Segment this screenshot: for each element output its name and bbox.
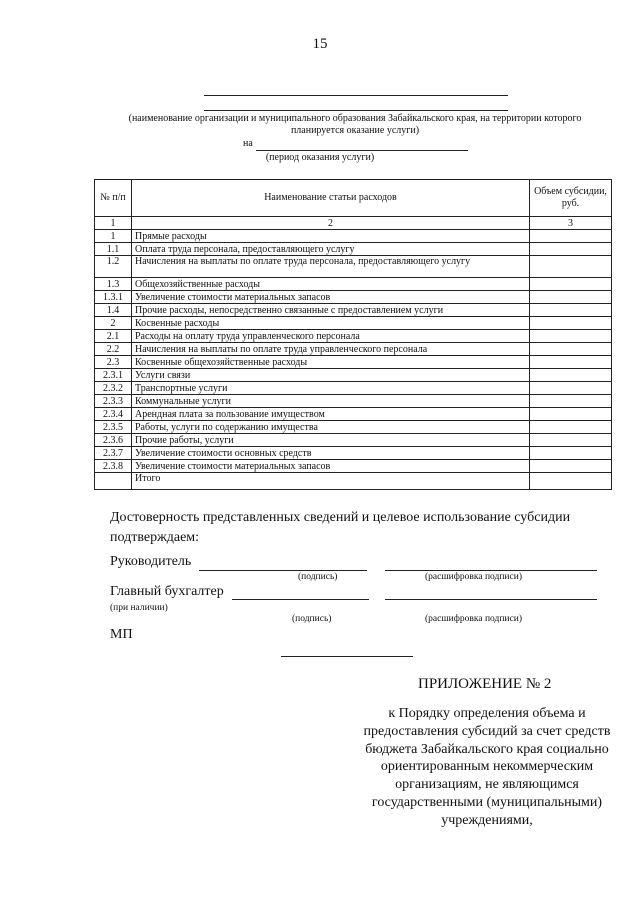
table-row: [95, 369, 612, 382]
row-number: 2.3.8: [95, 460, 132, 473]
table-row: [95, 330, 612, 343]
expense-name: Арендная плата за пользование имуществом: [132, 408, 530, 421]
head-label: Руководитель: [110, 554, 192, 569]
subsidy-amount-cell: [530, 369, 612, 382]
subsidy-amount-cell: [530, 421, 612, 434]
row-number: 2.3.4: [95, 408, 132, 421]
subsidy-amount-cell: [530, 278, 612, 291]
expense-name: Увеличение стоимости материальных запасов: [132, 291, 530, 304]
table-body: [95, 217, 612, 490]
table-row: [95, 317, 612, 330]
org-name-line-1: [204, 95, 508, 96]
table-header-row: [95, 180, 612, 217]
accountant-signature-line: [232, 599, 369, 600]
expense-name: Расходы на оплату труда управленческого персонала: [132, 330, 530, 343]
table-row: [95, 408, 612, 421]
expense-name: Начисления на выплаты по оплате труда управленческого персонала: [132, 343, 530, 356]
row-number: 1.3: [95, 278, 132, 291]
org-name-caption: (наименование организации и муниципального образования Забайкальского края, на территории которого планируется оказание услуги): [128, 113, 582, 136]
accountant-label: Главный бухгалтер: [110, 584, 224, 599]
column-index: 2: [132, 217, 530, 230]
subsidy-amount-cell: [530, 343, 612, 356]
subsidy-amount-cell: [530, 434, 612, 447]
head-signature-caption: (подпись): [298, 572, 338, 582]
row-number: 2.3.7: [95, 447, 132, 460]
row-number: 2.3.2: [95, 382, 132, 395]
table-row: [95, 230, 612, 243]
total-label: Итого: [132, 473, 530, 490]
table-row: [95, 382, 612, 395]
row-number: 1.3.1: [95, 291, 132, 304]
confirmation-text: Достоверность представленных сведений и целевое использование субсидии подтверждаем:: [110, 510, 571, 545]
accountant-signature-caption: (подпись): [292, 614, 332, 624]
period-caption: (период оказания услуги): [265, 152, 375, 163]
row-number: 2.3.1: [95, 369, 132, 382]
total-amount-cell: [530, 473, 612, 490]
expense-name: Услуги связи: [132, 369, 530, 382]
accountant-note: (при наличии): [110, 603, 168, 613]
subsidy-amount-cell: [530, 395, 612, 408]
table-row: [95, 395, 612, 408]
expense-name: Косвенные общехозяйственные расходы: [132, 356, 530, 369]
row-number: 1: [95, 230, 132, 243]
accountant-decipher-line: [385, 599, 597, 600]
section-divider: [281, 656, 413, 657]
expense-name: Косвенные расходы: [132, 317, 530, 330]
column-index-row: [95, 217, 612, 230]
head-decipher-caption: (расшифровка подписи): [425, 572, 522, 582]
expense-name: Работы, услуги по содержанию имущества: [132, 421, 530, 434]
expense-name: Увеличение стоимости основных средств: [132, 447, 530, 460]
period-prefix: на: [243, 138, 253, 149]
subsidy-amount-cell: [530, 304, 612, 317]
row-number: 1.2: [95, 256, 132, 278]
total-number-cell: [95, 473, 132, 490]
column-index: 1: [95, 217, 132, 230]
table-row: [95, 356, 612, 369]
period-line: [256, 150, 468, 151]
expenses-table: [94, 179, 612, 490]
row-number: 2.2: [95, 343, 132, 356]
table-row: [95, 278, 612, 291]
total-row: [95, 473, 612, 490]
table-row: [95, 256, 612, 278]
subsidy-amount-cell: [530, 256, 612, 278]
head-decipher-line: [385, 570, 597, 571]
table-row: [95, 343, 612, 356]
accountant-decipher-caption: (расшифровка подписи): [425, 614, 522, 624]
org-name-line-2: [204, 110, 508, 111]
subsidy-amount-cell: [530, 230, 612, 243]
table-row: [95, 434, 612, 447]
subsidy-amount-cell: [530, 330, 612, 343]
table-row: [95, 460, 612, 473]
table-row: [95, 243, 612, 256]
page-number: 15: [312, 36, 328, 52]
table-row: [95, 291, 612, 304]
head-signature-line: [199, 570, 367, 571]
header-subsidy-amount: Объем субсидии, руб.: [530, 180, 612, 217]
header-row-number: № п/п: [95, 180, 132, 217]
stamp-label: МП: [110, 627, 133, 642]
expense-name: Общехозяйственные расходы: [132, 278, 530, 291]
table-row: [95, 421, 612, 434]
subsidy-amount-cell: [530, 460, 612, 473]
table-row: [95, 447, 612, 460]
column-index: 3: [530, 217, 612, 230]
expense-name: Коммунальные услуги: [132, 395, 530, 408]
appendix-text: к Порядку определения объема и предоставления субсидий за счет средств бюджета Забайкальского края социально ориентированным некоммерческим организациям, не являющимся государственными (муниципальными) учреждениями,: [363, 706, 611, 828]
row-number: 2.1: [95, 330, 132, 343]
expense-name: Прочие расходы, непосредственно связанные с предоставлением услуги: [132, 304, 530, 317]
row-number: 2.3: [95, 356, 132, 369]
row-number: 1.4: [95, 304, 132, 317]
subsidy-amount-cell: [530, 291, 612, 304]
expense-name: Увеличение стоимости материальных запасов: [132, 460, 530, 473]
header-expense-name: Наименование статьи расходов: [132, 180, 530, 217]
expense-name: Транспортные услуги: [132, 382, 530, 395]
row-number: 2.3.5: [95, 421, 132, 434]
appendix-title: ПРИЛОЖЕНИЕ № 2: [418, 676, 552, 692]
expense-name: Начисления на выплаты по оплате труда персонала, предоставляющего услугу: [132, 256, 530, 278]
subsidy-amount-cell: [530, 408, 612, 421]
row-number: 2: [95, 317, 132, 330]
row-number: 2.3.6: [95, 434, 132, 447]
expense-name: Оплата труда персонала, предоставляющего услугу: [132, 243, 530, 256]
subsidy-amount-cell: [530, 382, 612, 395]
subsidy-amount-cell: [530, 447, 612, 460]
expense-name: Прямые расходы: [132, 230, 530, 243]
table-row: [95, 304, 612, 317]
expense-name: Прочие работы, услуги: [132, 434, 530, 447]
subsidy-amount-cell: [530, 243, 612, 256]
subsidy-amount-cell: [530, 356, 612, 369]
row-number: 1.1: [95, 243, 132, 256]
row-number: 2.3.3: [95, 395, 132, 408]
subsidy-amount-cell: [530, 317, 612, 330]
